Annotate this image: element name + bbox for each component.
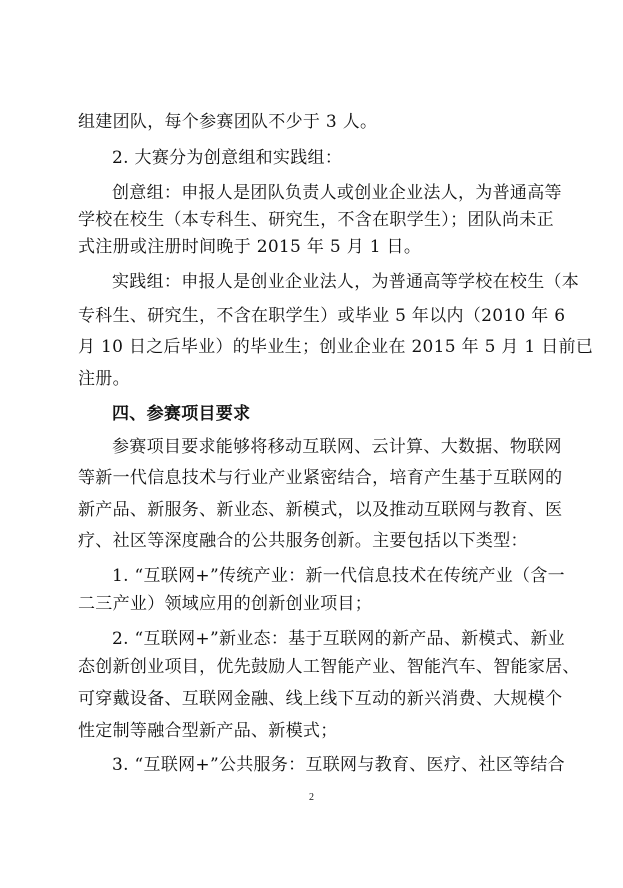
paragraph-line: 可穿戴设备、互联网金融、线上线下互动的新兴消费、大规模个 bbox=[78, 689, 563, 709]
paragraph-line: 2. “互联网+”新业态：基于互联网的新产品、新模式、新业 bbox=[112, 629, 565, 649]
paragraph-line: 1. “互联网+”传统产业：新一代信息技术在传统产业（含一 bbox=[112, 566, 565, 586]
paragraph-line: 等新一代信息技术与行业产业紧密结合，培育产生基于互联网的 bbox=[78, 468, 563, 488]
paragraph-line: 态创新创业项目，优先鼓励人工智能产业、智能汽车、智能家居、 bbox=[78, 657, 580, 677]
paragraph-line: 学校在校生（本专科生、研究生，不含在职学生）；团队尚未正 bbox=[78, 210, 554, 230]
paragraph-line: 2. 大赛分为创意组和实践组： bbox=[112, 148, 343, 168]
paragraph-line: 实践组：申报人是创业企业法人，为普通高等学校在校生（本 bbox=[112, 272, 580, 292]
paragraph-line: 3. “互联网+”公共服务：互联网与教育、医疗、社区等结合 bbox=[112, 755, 565, 775]
paragraph-line: 组建团队，每个参赛团队不少于 3 人。 bbox=[78, 112, 378, 132]
paragraph-line: 性定制等融合型新产品、新模式； bbox=[78, 721, 338, 741]
paragraph-line: 疗、社区等深度融合的公共服务创新。主要包括以下类型： bbox=[78, 531, 528, 551]
paragraph-line: 参赛项目要求能够将移动互联网、云计算、大数据、物联网 bbox=[112, 437, 562, 457]
paragraph-line: 注册。 bbox=[78, 369, 130, 389]
paragraph-line: 专科生、研究生，不含在职学生）或毕业 5 年以内（2010 年 6 bbox=[78, 306, 566, 326]
paragraph-line: 二三产业）领域应用的创新创业项目； bbox=[78, 594, 373, 614]
paragraph-line: 新产品、新服务、新业态、新模式，以及推动互联网与教育、医 bbox=[78, 500, 563, 520]
page-number: 2 bbox=[309, 792, 314, 803]
paragraph-line: 创意组：申报人是团队负责人或创业企业法人，为普通高等 bbox=[112, 183, 562, 203]
paragraph-line: 式注册或注册时间晚于 2015 年 5 月 1 日。 bbox=[78, 237, 422, 257]
paragraph-line: 月 10 日之后毕业）的毕业生；创业企业在 2015 年 5 月 1 日前已 bbox=[78, 337, 594, 357]
section-heading: 四、参赛项目要求 bbox=[112, 404, 251, 424]
